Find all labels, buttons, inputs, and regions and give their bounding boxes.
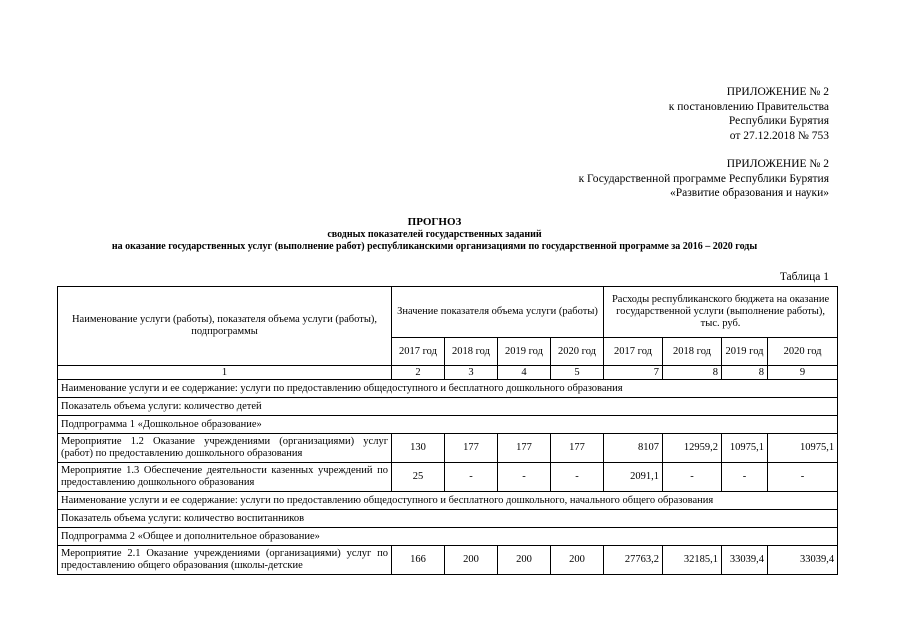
appendix-reference: к постановлению Правительства xyxy=(668,100,829,113)
document-title xyxy=(40,216,829,254)
expense-value: - xyxy=(663,463,722,492)
volume-value: - xyxy=(551,463,604,492)
header-volume-year: 2017 год xyxy=(392,338,445,366)
header-expense-year: 2017 год xyxy=(604,338,663,366)
expense-value: 2091,1 xyxy=(604,463,663,492)
volume-value: 177 xyxy=(498,434,551,463)
header-volume-year: 2020 год xyxy=(551,338,604,366)
appendix-reference: «Развитие образования и науки» xyxy=(669,187,829,199)
table-row xyxy=(58,528,838,546)
column-number: 8 xyxy=(722,366,768,380)
volume-value: 200 xyxy=(551,546,604,575)
table-row xyxy=(58,546,838,575)
expense-value: 10975,1 xyxy=(768,434,838,463)
expense-value: 32185,1 xyxy=(663,546,722,575)
expense-value: 8107 xyxy=(604,434,663,463)
column-number: 7 xyxy=(604,366,663,380)
expense-value: 10975,1 xyxy=(722,434,768,463)
column-number: 8 xyxy=(663,366,722,380)
appendix-reference: к Государственной программе Республики Бурятия xyxy=(578,172,829,185)
section-row-indicator: Показатель объема услуги: количество детей xyxy=(58,398,838,416)
table-row xyxy=(58,492,838,510)
table-row xyxy=(58,463,838,492)
expense-value: - xyxy=(768,463,838,492)
volume-value: 177 xyxy=(445,434,498,463)
volume-value: 200 xyxy=(498,546,551,575)
section-row-indicator: Показатель объема услуги: количество воспитанников xyxy=(58,510,838,528)
volume-value: 130 xyxy=(392,434,445,463)
volume-value: 177 xyxy=(551,434,604,463)
appendix-header-resolution xyxy=(509,85,829,143)
table-row xyxy=(58,510,838,528)
column-number: 5 xyxy=(551,366,604,380)
header-volume-year: 2018 год xyxy=(445,338,498,366)
section-row-subprogram: Подпрограмма 1 «Дошкольное образование» xyxy=(58,416,838,434)
header-name-column: Наименование услуги (работы), показателя объема услуги (работы), подпрограммы xyxy=(58,287,392,366)
measure-name: Мероприятие 1.3 Обеспечение деятельности казенных учреждений по предоставлению дошкольного образования xyxy=(58,463,392,492)
expense-value: 33039,4 xyxy=(722,546,768,575)
title-description: на оказание государственных услуг (выполнение работ) республиканскими организациями по государственной программе за 2016 – 2020 годы xyxy=(111,241,758,252)
volume-value: - xyxy=(445,463,498,492)
title-main: ПРОГНОЗ xyxy=(407,216,462,228)
column-number: 4 xyxy=(498,366,551,380)
measure-name: Мероприятие 1.2 Оказание учреждениями (организациями) услуг (работ) по предоставлению дошкольного образования xyxy=(58,434,392,463)
volume-value: 200 xyxy=(445,546,498,575)
table-row xyxy=(58,398,838,416)
expense-value: 27763,2 xyxy=(604,546,663,575)
table-row xyxy=(58,434,838,463)
appendix-header-program xyxy=(509,157,829,201)
section-row-service: Наименование услуги и ее содержание: услуги по предоставлению общедоступного и бесплатного дошкольного, начального общего образования xyxy=(58,492,838,510)
column-number: 3 xyxy=(445,366,498,380)
volume-value: 25 xyxy=(392,463,445,492)
appendix-number: ПРИЛОЖЕНИЕ № 2 xyxy=(726,158,829,170)
table-row xyxy=(58,380,838,398)
column-number: 2 xyxy=(392,366,445,380)
section-row-service: Наименование услуги и ее содержание: услуги по предоставлению общедоступного и бесплатного дошкольного образования xyxy=(58,380,838,398)
appendix-date: от 27.12.2018 № 753 xyxy=(729,129,829,142)
column-number: 9 xyxy=(768,366,838,380)
expense-value: 33039,4 xyxy=(768,546,838,575)
volume-value: 166 xyxy=(392,546,445,575)
header-expense-year: 2018 год xyxy=(663,338,722,366)
appendix-reference: Республики Бурятия xyxy=(728,115,829,127)
header-volume-year: 2019 год xyxy=(498,338,551,366)
measure-name: Мероприятие 2.1 Оказание учреждениями (организациями) услуг по предоставлению общего образования (школы-детские xyxy=(58,546,392,575)
expense-value: 12959,2 xyxy=(663,434,722,463)
header-volume-group: Значение показателя объема услуги (работы) xyxy=(392,287,604,338)
column-number: 1 xyxy=(58,366,392,380)
forecast-table xyxy=(57,286,838,575)
table-label: Таблица 1 xyxy=(779,271,829,283)
expense-value: - xyxy=(722,463,768,492)
table-row xyxy=(58,416,838,434)
header-expense-group: Расходы республиканского бюджета на оказание государственной услуги (выполнение работы), тыс. руб. xyxy=(604,287,838,338)
header-expense-year: 2019 год xyxy=(722,338,768,366)
header-expense-year: 2020 год xyxy=(768,338,838,366)
section-row-subprogram: Подпрограмма 2 «Общее и дополнительное образование» xyxy=(58,528,838,546)
title-subtitle: сводных показателей государственных заданий xyxy=(327,228,542,240)
appendix-number: ПРИЛОЖЕНИЕ № 2 xyxy=(726,86,829,98)
volume-value: - xyxy=(498,463,551,492)
